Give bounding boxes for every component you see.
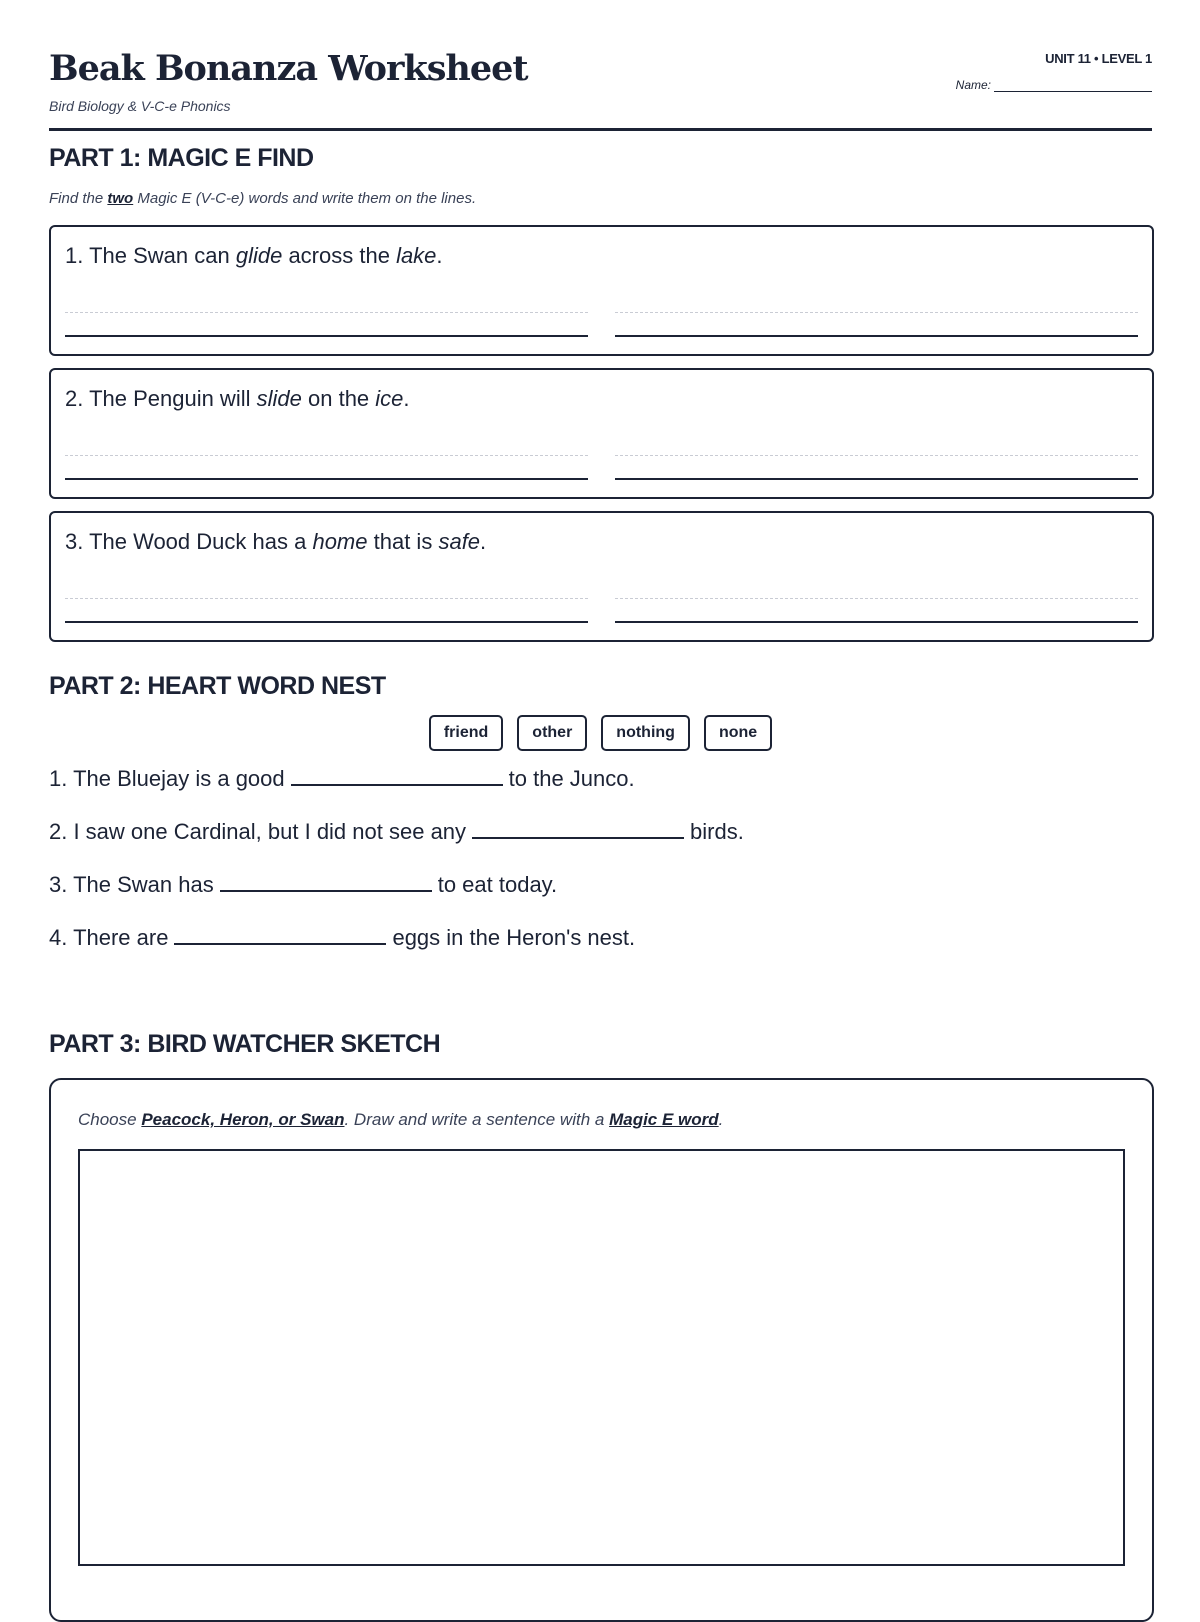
- guide-line: [615, 312, 1138, 313]
- name-field[interactable]: [956, 78, 1152, 92]
- word-chip-friend: friend: [429, 715, 503, 751]
- answer-line-1[interactable]: [65, 621, 588, 623]
- sketch-panel: [49, 1078, 1154, 1622]
- fill-sentence-2: [49, 819, 744, 845]
- word-chip-nothing: nothing: [601, 715, 690, 751]
- magic-e-word: slide: [256, 386, 302, 411]
- instruction-text: . Draw and write a sentence with a: [344, 1110, 605, 1129]
- word-bank: [49, 715, 1152, 751]
- fill-sentence-1: [49, 766, 635, 792]
- sentence-text: to eat today.: [437, 872, 558, 897]
- magic-e-word: lake: [396, 243, 437, 268]
- guide-line: [65, 312, 588, 313]
- worksheet-header: [49, 0, 1152, 131]
- sentence-punctuation: .: [436, 243, 443, 268]
- sentence-text: 2. The Penguin will: [65, 386, 251, 411]
- sentence-punctuation: .: [480, 529, 487, 554]
- question-box-1: [49, 225, 1154, 356]
- sentence-text: eggs in the Heron's nest.: [392, 925, 636, 950]
- guide-line: [65, 598, 588, 599]
- magic-e-word: home: [312, 529, 368, 554]
- instruction-text: Find the: [49, 190, 104, 207]
- part1-instruction: [49, 190, 476, 207]
- instruction-punctuation: .: [718, 1110, 724, 1129]
- sentence-text: 1. The Bluejay is a good: [49, 766, 285, 791]
- instruction-text: Magic E (V-C-e) words and write them on the lines.: [137, 190, 477, 207]
- sentence-text: 1. The Swan can: [65, 243, 230, 268]
- question-sentence: [65, 386, 410, 412]
- part2-heading: PART 2: HEART WORD NEST: [49, 672, 386, 700]
- unit-level-label: UNIT 11 • LEVEL 1: [1045, 51, 1152, 66]
- guide-line: [615, 598, 1138, 599]
- magic-e-word: safe: [438, 529, 481, 554]
- drawing-area[interactable]: [78, 1149, 1125, 1566]
- question-sentence: [65, 243, 443, 269]
- sentence-text: to the Junco.: [508, 766, 635, 791]
- sentence-text: 4. There are: [49, 925, 169, 950]
- instruction-emphasis: Magic E word: [609, 1110, 719, 1129]
- instruction-emphasis: two: [107, 190, 134, 207]
- answer-line-1[interactable]: [65, 478, 588, 480]
- worksheet-page: [49, 0, 1152, 1129]
- word-chip-none: none: [704, 715, 772, 751]
- sentence-text: that is: [373, 529, 433, 554]
- bird-choices: Peacock, Heron, or Swan: [141, 1110, 345, 1129]
- name-label: Name:: [955, 78, 991, 92]
- sketch-instruction: [78, 1110, 723, 1130]
- page-title: Beak Bonanza Worksheet: [49, 48, 528, 89]
- fill-sentence-4: [49, 925, 635, 951]
- blank-line[interactable]: [220, 872, 432, 892]
- blank-line[interactable]: [174, 925, 386, 945]
- instruction-text: Choose: [78, 1110, 137, 1129]
- part3-heading: PART 3: BIRD WATCHER SKETCH: [49, 1030, 441, 1058]
- answer-line-2[interactable]: [615, 478, 1138, 480]
- question-box-3: [49, 511, 1154, 642]
- blank-line[interactable]: [291, 766, 503, 786]
- fill-sentence-3: [49, 872, 557, 898]
- sentence-punctuation: .: [403, 386, 410, 411]
- guide-line: [65, 455, 588, 456]
- part1-heading: PART 1: MAGIC E FIND: [49, 144, 314, 172]
- sentence-text: across the: [288, 243, 390, 268]
- sentence-text: 3. The Swan has: [49, 872, 214, 897]
- blank-line[interactable]: [472, 819, 684, 839]
- answer-line-2[interactable]: [615, 335, 1138, 337]
- name-line[interactable]: [994, 81, 1152, 92]
- answer-line-2[interactable]: [615, 621, 1138, 623]
- sentence-text: 2. I saw one Cardinal, but I did not see any: [49, 819, 467, 844]
- page-subtitle: Bird Biology & V-C-e Phonics: [49, 98, 231, 114]
- guide-line: [615, 455, 1138, 456]
- sentence-text: birds.: [690, 819, 744, 844]
- question-sentence: [65, 529, 486, 555]
- sentence-text: 3. The Wood Duck has a: [65, 529, 307, 554]
- question-box-2: [49, 368, 1154, 499]
- sentence-text: on the: [308, 386, 370, 411]
- magic-e-word: glide: [235, 243, 283, 268]
- answer-line-1[interactable]: [65, 335, 588, 337]
- word-chip-other: other: [517, 715, 587, 751]
- magic-e-word: ice: [375, 386, 404, 411]
